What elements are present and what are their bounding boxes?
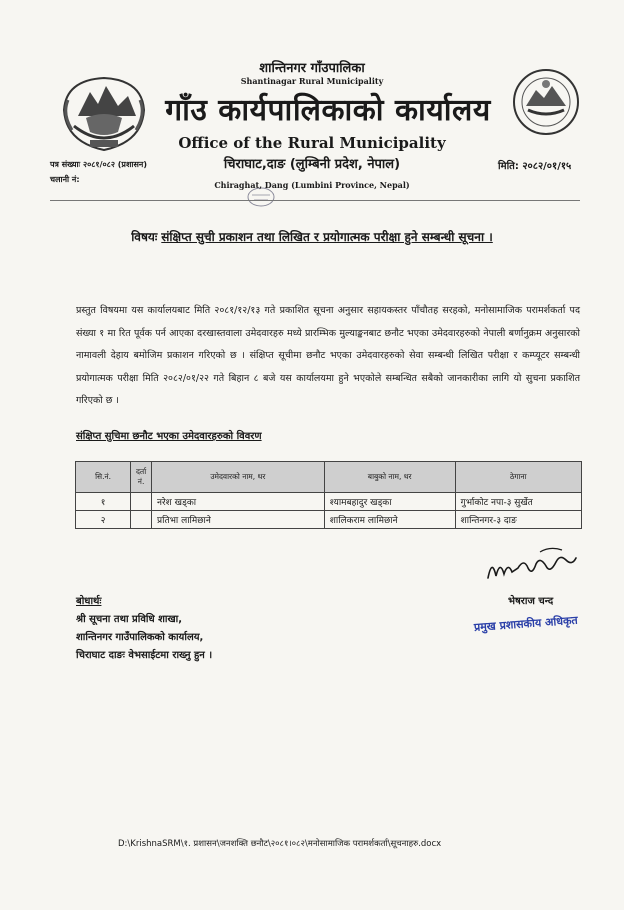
col-header-sn: सि.नं. [76, 462, 131, 493]
address-en: Chiraghat, Dang (Lumbini Province, Nepal) [214, 180, 410, 190]
col-header-father: बाबुको नाम, थर [324, 462, 455, 493]
col-header-reg: दर्ता नं. [131, 462, 152, 493]
letter-date: मिति: २०८२/०१/१५ [498, 161, 572, 172]
cell-name: नरेश खड्का [152, 493, 325, 511]
table-header-row [76, 462, 582, 493]
cell-sn: १ [76, 493, 131, 511]
handwritten-signature [480, 538, 580, 588]
cell-address: गुर्भाकोट नपा-३ सुर्खेत [455, 493, 581, 511]
notice-body: प्रस्तुत विषयमा यस कार्यालयबाट मिति २०८१/१२/१३ गते प्रकाशित सूचना अनुसार सहायकस्तर पाँचौतह सरहको, मनोसामाजिक परामर्शकर्ता पद संख्या १ मा रित पूर्वक पर्न आएका दरखास्तवाला उमेदवारहरु मध्ये प्रारम्भिक मुल्याङ्कनबाट छनौट भएका उमेदवारहरुको नेपाली बर्णानुक्रम अनुसारको नामावली देहाय बमोजिम प्रकाशन गरिएको छ । संक्षिप्त सूचीमा छनौट भएका उमेदवारहरुको सेवा सम्बन्धी लिखित परीक्षा र कम्प्यूटर सम्बन्धी प्रयोगात्मक परीक्षा मिति २०८२/०१/२२ गते बिहान ८ बजे यस कार्यालयमा हुने भएकोले सम्बन्धित सबैको जानकारीका लागि यो सुचना प्रकाशित गरिएको छ । [76, 305, 580, 407]
cell-sn: २ [76, 511, 131, 529]
reference-number: पत्र संख्याः २०८१/०८२ (प्रशासन) [50, 160, 147, 169]
cc-recipient-line: शान्तिनगर गाउँपालिकको कार्यालय, [76, 632, 204, 643]
subject-line [0, 228, 624, 245]
municipality-name-en: Shantinagar Rural Municipality [240, 76, 384, 86]
cell-address: शान्तिनगर-३ दाङ [455, 511, 581, 529]
cell-name: प्रतिभा लामिछाने [152, 511, 325, 529]
signatory-name: भेषराज चन्द [508, 596, 554, 607]
letterhead-divider [50, 200, 580, 201]
subject-text: संक्षिप्त सुची प्रकाशन तथा लिखित र प्रयोगात्मक परीक्षा हुने सम्बन्धी सूचना । [161, 230, 493, 244]
cc-heading: बोधार्थः [76, 596, 102, 607]
table-row [76, 493, 582, 511]
cc-recipient-line: श्री सूचना तथा प्रविधि शाखा, [76, 614, 183, 625]
office-title-en: Office of the Rural Municipality [178, 134, 446, 152]
signatory-title-stamp: प्रमुख प्रशासकीय अधिकृत [473, 613, 579, 634]
candidate-table [75, 461, 582, 529]
subject-label: विषयः [131, 230, 158, 244]
col-header-name: उमेदवारको नाम, थर [152, 462, 325, 493]
cell-reg [131, 511, 152, 529]
office-title-np: गाँउ कार्यपालिकाको कार्यालय [165, 93, 491, 128]
footer-file-path: D:\KrishnaSRM\१. प्रशासन\जनशक्ति छनौट\२०८१।०८२\मनोसामाजिक परामर्शकर्ता\सूचनाहरु.docx [118, 839, 442, 849]
candidate-list-heading: संक्षिप्त सुचिमा छनौट भएका उमेदवारहरुको विवरण [76, 431, 262, 442]
cell-father: श्यामबहादुर खड्का [324, 493, 455, 511]
col-header-address: ठेगाना [455, 462, 581, 493]
municipality-name-np: शान्तिनगर गाँउपालिका [259, 61, 365, 76]
address-np: चिराघाट,दाङ (लुम्बिनी प्रदेश, नेपाल) [223, 157, 401, 172]
table-row [76, 511, 582, 529]
cell-father: शालिकराम लामिछाने [324, 511, 455, 529]
dispatch-number: चलानी नं: [50, 175, 80, 184]
cc-recipient-line: चिराघाट दाङः वेभसाईटमा राख्नु हुन । [76, 650, 213, 661]
cell-reg [131, 493, 152, 511]
